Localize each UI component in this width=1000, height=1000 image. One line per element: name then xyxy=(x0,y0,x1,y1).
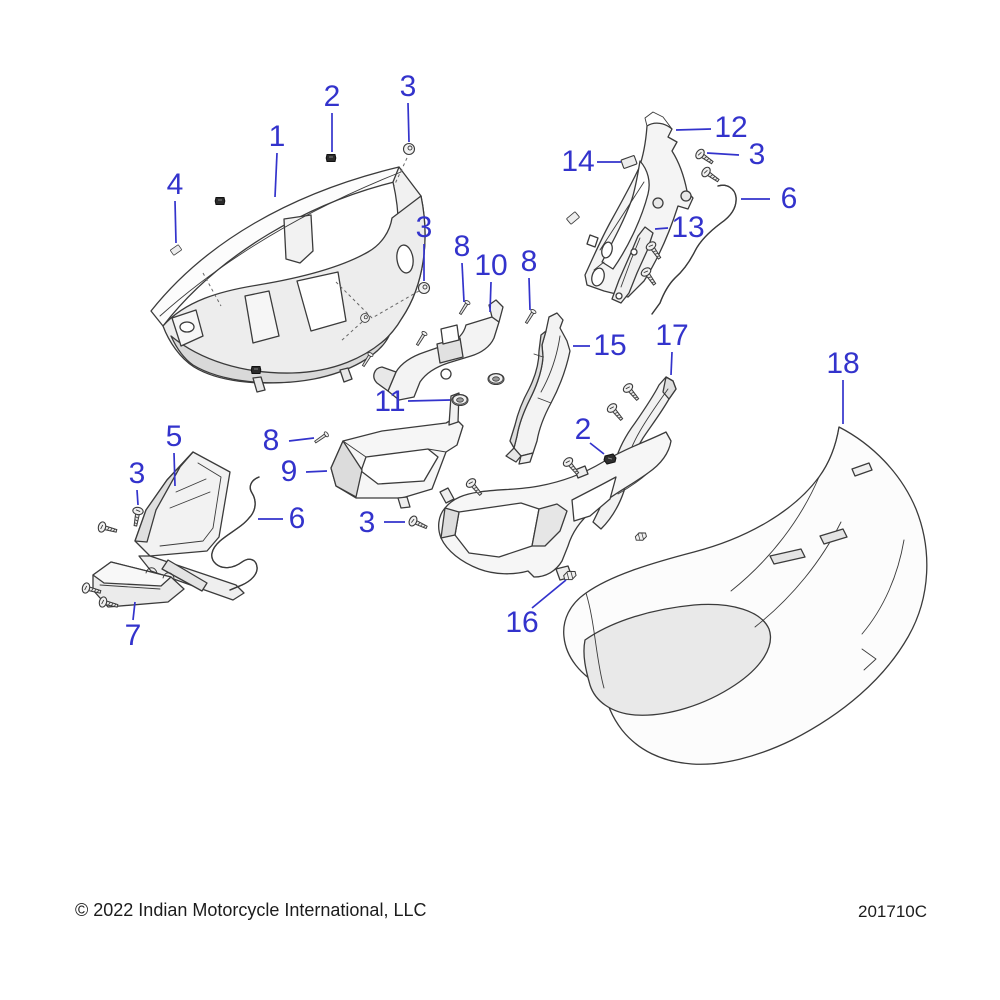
callout-7: 7 xyxy=(124,619,142,652)
fastener-nut xyxy=(215,198,225,205)
callout-13: 13 xyxy=(671,211,705,244)
pad xyxy=(170,245,182,256)
callout-8: 8 xyxy=(520,245,538,278)
part-15-inner-strip xyxy=(506,313,570,464)
fastener-nut xyxy=(251,367,261,374)
callout-5: 5 xyxy=(165,420,183,453)
fastener-screw xyxy=(606,402,626,423)
callout-2: 2 xyxy=(574,413,592,446)
fastener-clip xyxy=(635,531,648,542)
callout-10: 10 xyxy=(474,249,508,282)
grommet xyxy=(488,374,504,385)
fastener-pin xyxy=(458,300,471,316)
fastener-pin xyxy=(314,431,330,444)
callout-3: 3 xyxy=(128,457,146,490)
callout-18: 18 xyxy=(826,347,860,380)
part-1-headlight-cowl xyxy=(151,167,425,392)
callout-12: 12 xyxy=(714,111,748,144)
callout-14: 14 xyxy=(561,145,595,178)
pad xyxy=(621,155,637,168)
fastener-screw xyxy=(700,166,721,185)
grommet xyxy=(452,395,468,406)
callout-4: 4 xyxy=(166,168,184,201)
copyright-notice: © 2022 Indian Motorcycle International, LLC xyxy=(75,900,427,920)
callout-2: 2 xyxy=(323,80,341,113)
fastener-clip xyxy=(604,454,616,464)
fastener-pin xyxy=(524,309,537,325)
callout-8: 8 xyxy=(453,230,471,263)
callout-9: 9 xyxy=(280,455,298,488)
pad xyxy=(566,212,579,225)
callout-15: 15 xyxy=(593,329,627,362)
fastener-screw xyxy=(622,382,642,403)
callout-6: 6 xyxy=(288,502,306,535)
callout-3: 3 xyxy=(415,211,433,244)
document-id: 201710C xyxy=(858,902,928,921)
fastener-screw xyxy=(404,144,415,155)
fastener-screw xyxy=(419,283,430,294)
fastener-pin xyxy=(415,331,428,347)
fastener-screw xyxy=(97,521,118,536)
callout-8: 8 xyxy=(262,424,280,457)
callout-3: 3 xyxy=(399,70,417,103)
callout-1: 1 xyxy=(268,120,286,153)
fastener-nut xyxy=(326,155,336,162)
callout-16: 16 xyxy=(505,606,539,639)
fastener-screw xyxy=(694,148,715,167)
fastener-screw xyxy=(408,515,429,532)
fastener-screw xyxy=(361,314,370,323)
callout-3: 3 xyxy=(358,506,376,539)
callout-11: 11 xyxy=(374,385,406,418)
callout-6: 6 xyxy=(780,182,798,215)
callout-3: 3 xyxy=(748,138,766,171)
callout-17: 17 xyxy=(655,319,689,352)
